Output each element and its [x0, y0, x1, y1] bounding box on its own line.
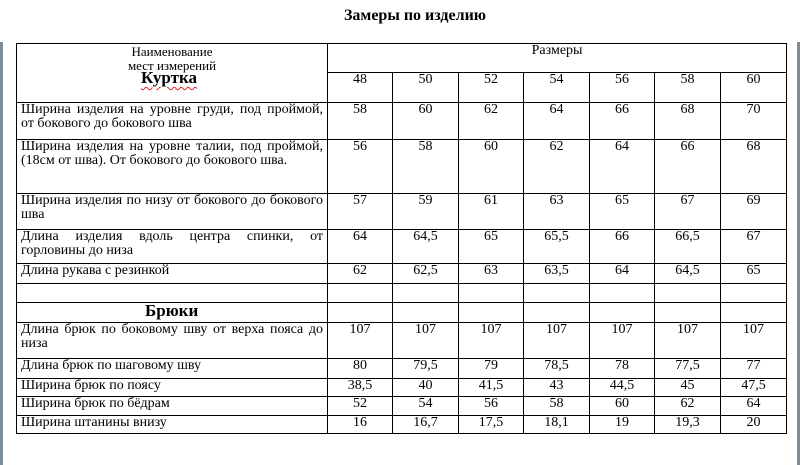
measurement-value: 66,5: [655, 230, 721, 264]
spacer-row: [17, 284, 787, 303]
measurement-value: 79,5: [393, 359, 459, 379]
section-title-pants: Брюки: [145, 301, 199, 320]
size-header-cell: 54: [524, 73, 590, 103]
measurement-value: 66: [655, 140, 721, 194]
measurement-value: 66: [590, 103, 655, 140]
measurement-value: 69: [721, 194, 787, 230]
measurement-value: 18,1: [524, 416, 590, 434]
measurement-value: 19,3: [655, 416, 721, 434]
measurement-value: 64,5: [393, 230, 459, 264]
measurement-value: 107: [459, 323, 524, 359]
measurement-value: 107: [393, 323, 459, 359]
empty-cell: [17, 284, 328, 303]
table-row: [17, 103, 787, 140]
measurement-value: 41,5: [459, 379, 524, 397]
table-row: [17, 140, 787, 194]
measurement-value: 70: [721, 103, 787, 140]
empty-cell: [459, 303, 524, 323]
table-row: [17, 416, 787, 434]
measurement-value: 52: [328, 397, 393, 416]
empty-cell: [590, 303, 655, 323]
measurement-value: 64: [721, 397, 787, 416]
measurement-value: 66: [590, 230, 655, 264]
measurement-value: 107: [328, 323, 393, 359]
empty-cell: [328, 303, 393, 323]
table-row: [17, 379, 787, 397]
measurement-value: 54: [393, 397, 459, 416]
measurement-value: 79: [459, 359, 524, 379]
empty-cell: [393, 284, 459, 303]
measurement-value: 64: [590, 140, 655, 194]
measurement-value: 63: [459, 264, 524, 284]
measurement-value: 17,5: [459, 416, 524, 434]
header-name-line1: Наименование: [131, 44, 213, 59]
empty-cell: [721, 303, 787, 323]
measurement-value: 56: [459, 397, 524, 416]
empty-cell: [393, 303, 459, 323]
measurement-value: 80: [328, 359, 393, 379]
measurement-value: 16,7: [393, 416, 459, 434]
measurement-value: 60: [393, 103, 459, 140]
measurement-value: 61: [459, 194, 524, 230]
measurement-value: 107: [721, 323, 787, 359]
measurement-value: 107: [524, 323, 590, 359]
measurement-value: 65: [721, 264, 787, 284]
measurement-label: Ширина штанины внизу: [17, 416, 328, 434]
header-measurement-name: [17, 44, 328, 103]
measurement-value: 64,5: [655, 264, 721, 284]
measurement-value: 67: [655, 194, 721, 230]
measurement-value: 47,5: [721, 379, 787, 397]
measurement-label: Длина брюк по боковому шву от верха пояса до низа: [17, 323, 328, 359]
window-frame-left: [0, 42, 3, 465]
measurement-value: 58: [328, 103, 393, 140]
measurement-value: 62: [459, 103, 524, 140]
empty-cell: [524, 284, 590, 303]
measurement-value: 43: [524, 379, 590, 397]
measurement-value: 62,5: [393, 264, 459, 284]
measurement-label: Длина брюк по шаговому шву: [17, 359, 328, 379]
measurement-value: 45: [655, 379, 721, 397]
empty-cell: [524, 303, 590, 323]
measurement-value: 107: [655, 323, 721, 359]
measurement-value: 38,5: [328, 379, 393, 397]
measurement-value: 77,5: [655, 359, 721, 379]
size-header-cell: 48: [328, 73, 393, 103]
measurement-label: Ширина изделия по низу от бокового до бокового шва: [17, 194, 328, 230]
measurement-value: 44,5: [590, 379, 655, 397]
measurement-value: 77: [721, 359, 787, 379]
measurement-value: 65,5: [524, 230, 590, 264]
measurement-value: 60: [459, 140, 524, 194]
measurement-value: 68: [655, 103, 721, 140]
measurement-value: 20: [721, 416, 787, 434]
measurement-value: 64: [590, 264, 655, 284]
empty-cell: [721, 284, 787, 303]
measurement-value: 58: [393, 140, 459, 194]
measurement-value: 56: [328, 140, 393, 194]
measurement-value: 62: [328, 264, 393, 284]
table-row: [17, 194, 787, 230]
measurement-value: 60: [590, 397, 655, 416]
measurement-value: 67: [721, 230, 787, 264]
measurement-value: 58: [524, 397, 590, 416]
empty-cell: [459, 284, 524, 303]
page-title: Замеры по изделию: [343, 7, 487, 24]
section-header-row: [17, 303, 787, 323]
empty-cell: [328, 284, 393, 303]
empty-cell: [655, 284, 721, 303]
measurement-value: 57: [328, 194, 393, 230]
table-row: [17, 359, 787, 379]
measurement-value: 40: [393, 379, 459, 397]
measurement-value: 63,5: [524, 264, 590, 284]
measurement-label: Ширина брюк по поясу: [17, 379, 328, 397]
table-row: [17, 230, 787, 264]
table-row: [17, 397, 787, 416]
empty-cell: [655, 303, 721, 323]
measurement-value: 16: [328, 416, 393, 434]
size-header-cell: 60: [721, 73, 787, 103]
measurement-value: 59: [393, 194, 459, 230]
measurement-value: 62: [655, 397, 721, 416]
header-name-line2: мест измерений: [127, 58, 217, 73]
size-header-cell: 56: [590, 73, 655, 103]
table-row: [17, 323, 787, 359]
measurement-value: 62: [524, 140, 590, 194]
measurement-value: 68: [721, 140, 787, 194]
measurement-value: 78: [590, 359, 655, 379]
measurement-value: 78,5: [524, 359, 590, 379]
measurement-value: 64: [524, 103, 590, 140]
size-header-cell: 50: [393, 73, 459, 103]
measurement-value: 65: [590, 194, 655, 230]
measurement-value: 107: [590, 323, 655, 359]
measurement-label: Длина изделия вдоль центра спинки, от горловины до низа: [17, 230, 328, 264]
measurement-value: 63: [524, 194, 590, 230]
measurement-value: 65: [459, 230, 524, 264]
header-sizes: Размеры: [328, 44, 787, 73]
section-title-jacket: Куртка: [141, 68, 198, 87]
measurement-value: 64: [328, 230, 393, 264]
size-header-cell: 52: [459, 73, 524, 103]
table-row: [17, 264, 787, 284]
measurement-value: 19: [590, 416, 655, 434]
size-header-cell: 58: [655, 73, 721, 103]
measurement-label: Ширина брюк по бёдрам: [17, 397, 328, 416]
measurements-table: [16, 43, 787, 434]
measurement-label: Длина рукава с резинкой: [17, 264, 328, 284]
empty-cell: [590, 284, 655, 303]
measurement-label: Ширина изделия на уровне талии, под проймой, (18см от шва). От бокового до бокового шва.: [17, 140, 328, 194]
measurement-label: Ширина изделия на уровне груди, под проймой, от бокового до бокового шва: [17, 103, 328, 140]
empty-cell: [17, 303, 328, 323]
